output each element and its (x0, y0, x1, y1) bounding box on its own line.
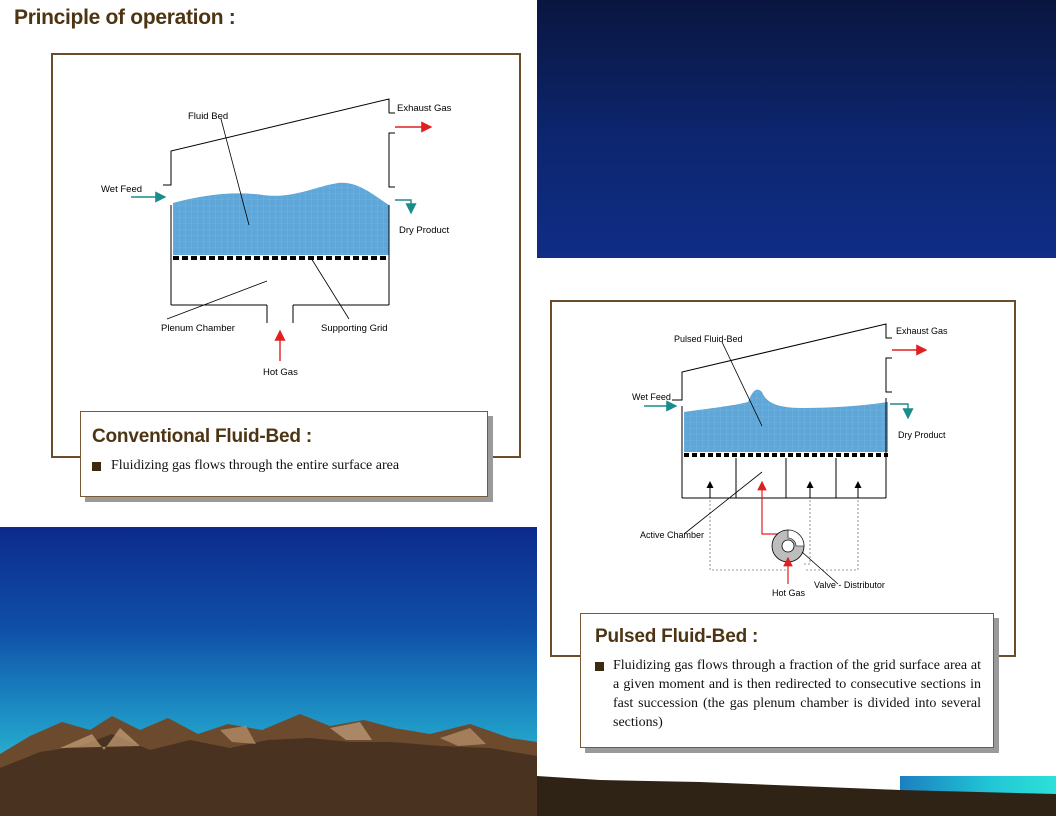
pulsed-caption-text: Fluidizing gas flows through a fraction of the grid surface area at a given moment and is then redirected to consecutive sections in fast succession (the gas plenum chamber is divided into several sections) (613, 658, 981, 730)
active-chamber-label: Active Chamber (640, 530, 705, 540)
valve-distributor-icon (772, 530, 804, 562)
plenum-chamber-label: Plenum Chamber (161, 323, 235, 334)
dry-product-label: Dry Product (399, 225, 450, 236)
conventional-diagram (53, 55, 519, 456)
exhaust-gas-label: Exhaust Gas (397, 103, 452, 114)
fluid-bed-label: Fluid Bed (188, 111, 229, 122)
dry-product-arrow (395, 200, 411, 213)
pulsed-fluid-bed-label: Pulsed Fluid-Bed (674, 334, 743, 344)
pulsed-caption-title: Pulsed Fluid-Bed : (595, 626, 759, 647)
active-flow-line (762, 498, 780, 534)
bullet-icon (595, 662, 604, 671)
wet-feed-label: Wet Feed (101, 184, 143, 195)
pulsed-diagram-panel (550, 300, 1016, 657)
pulsed-hot-gas-label: Hot Gas (772, 588, 806, 598)
pulsed-exhaust-gas-label: Exhaust Gas (896, 326, 948, 336)
bullet-icon (92, 462, 101, 471)
pulsed-dry-product-label: Dry Product (898, 430, 946, 440)
conventional-caption-box (80, 411, 488, 497)
page-title: Principle of operation : (14, 6, 236, 29)
pulsed-wet-feed-label: Wet Feed (632, 392, 671, 402)
dark-blue-background (537, 0, 1056, 258)
pulsed-caption-box (580, 613, 994, 748)
conventional-caption-title: Conventional Fluid-Bed : (92, 426, 313, 447)
conventional-caption-text: Fluidizing gas flows through the entire surface area (111, 458, 400, 473)
pulsed-diagram (552, 302, 1014, 655)
supporting-grid-label: Supporting Grid (321, 323, 388, 334)
hot-gas-label: Hot Gas (263, 367, 298, 378)
conventional-diagram-panel (51, 53, 521, 458)
valve-distributor-label: Valve - Distributor (814, 580, 885, 590)
pulsed-dry-product-arrow (890, 404, 908, 418)
